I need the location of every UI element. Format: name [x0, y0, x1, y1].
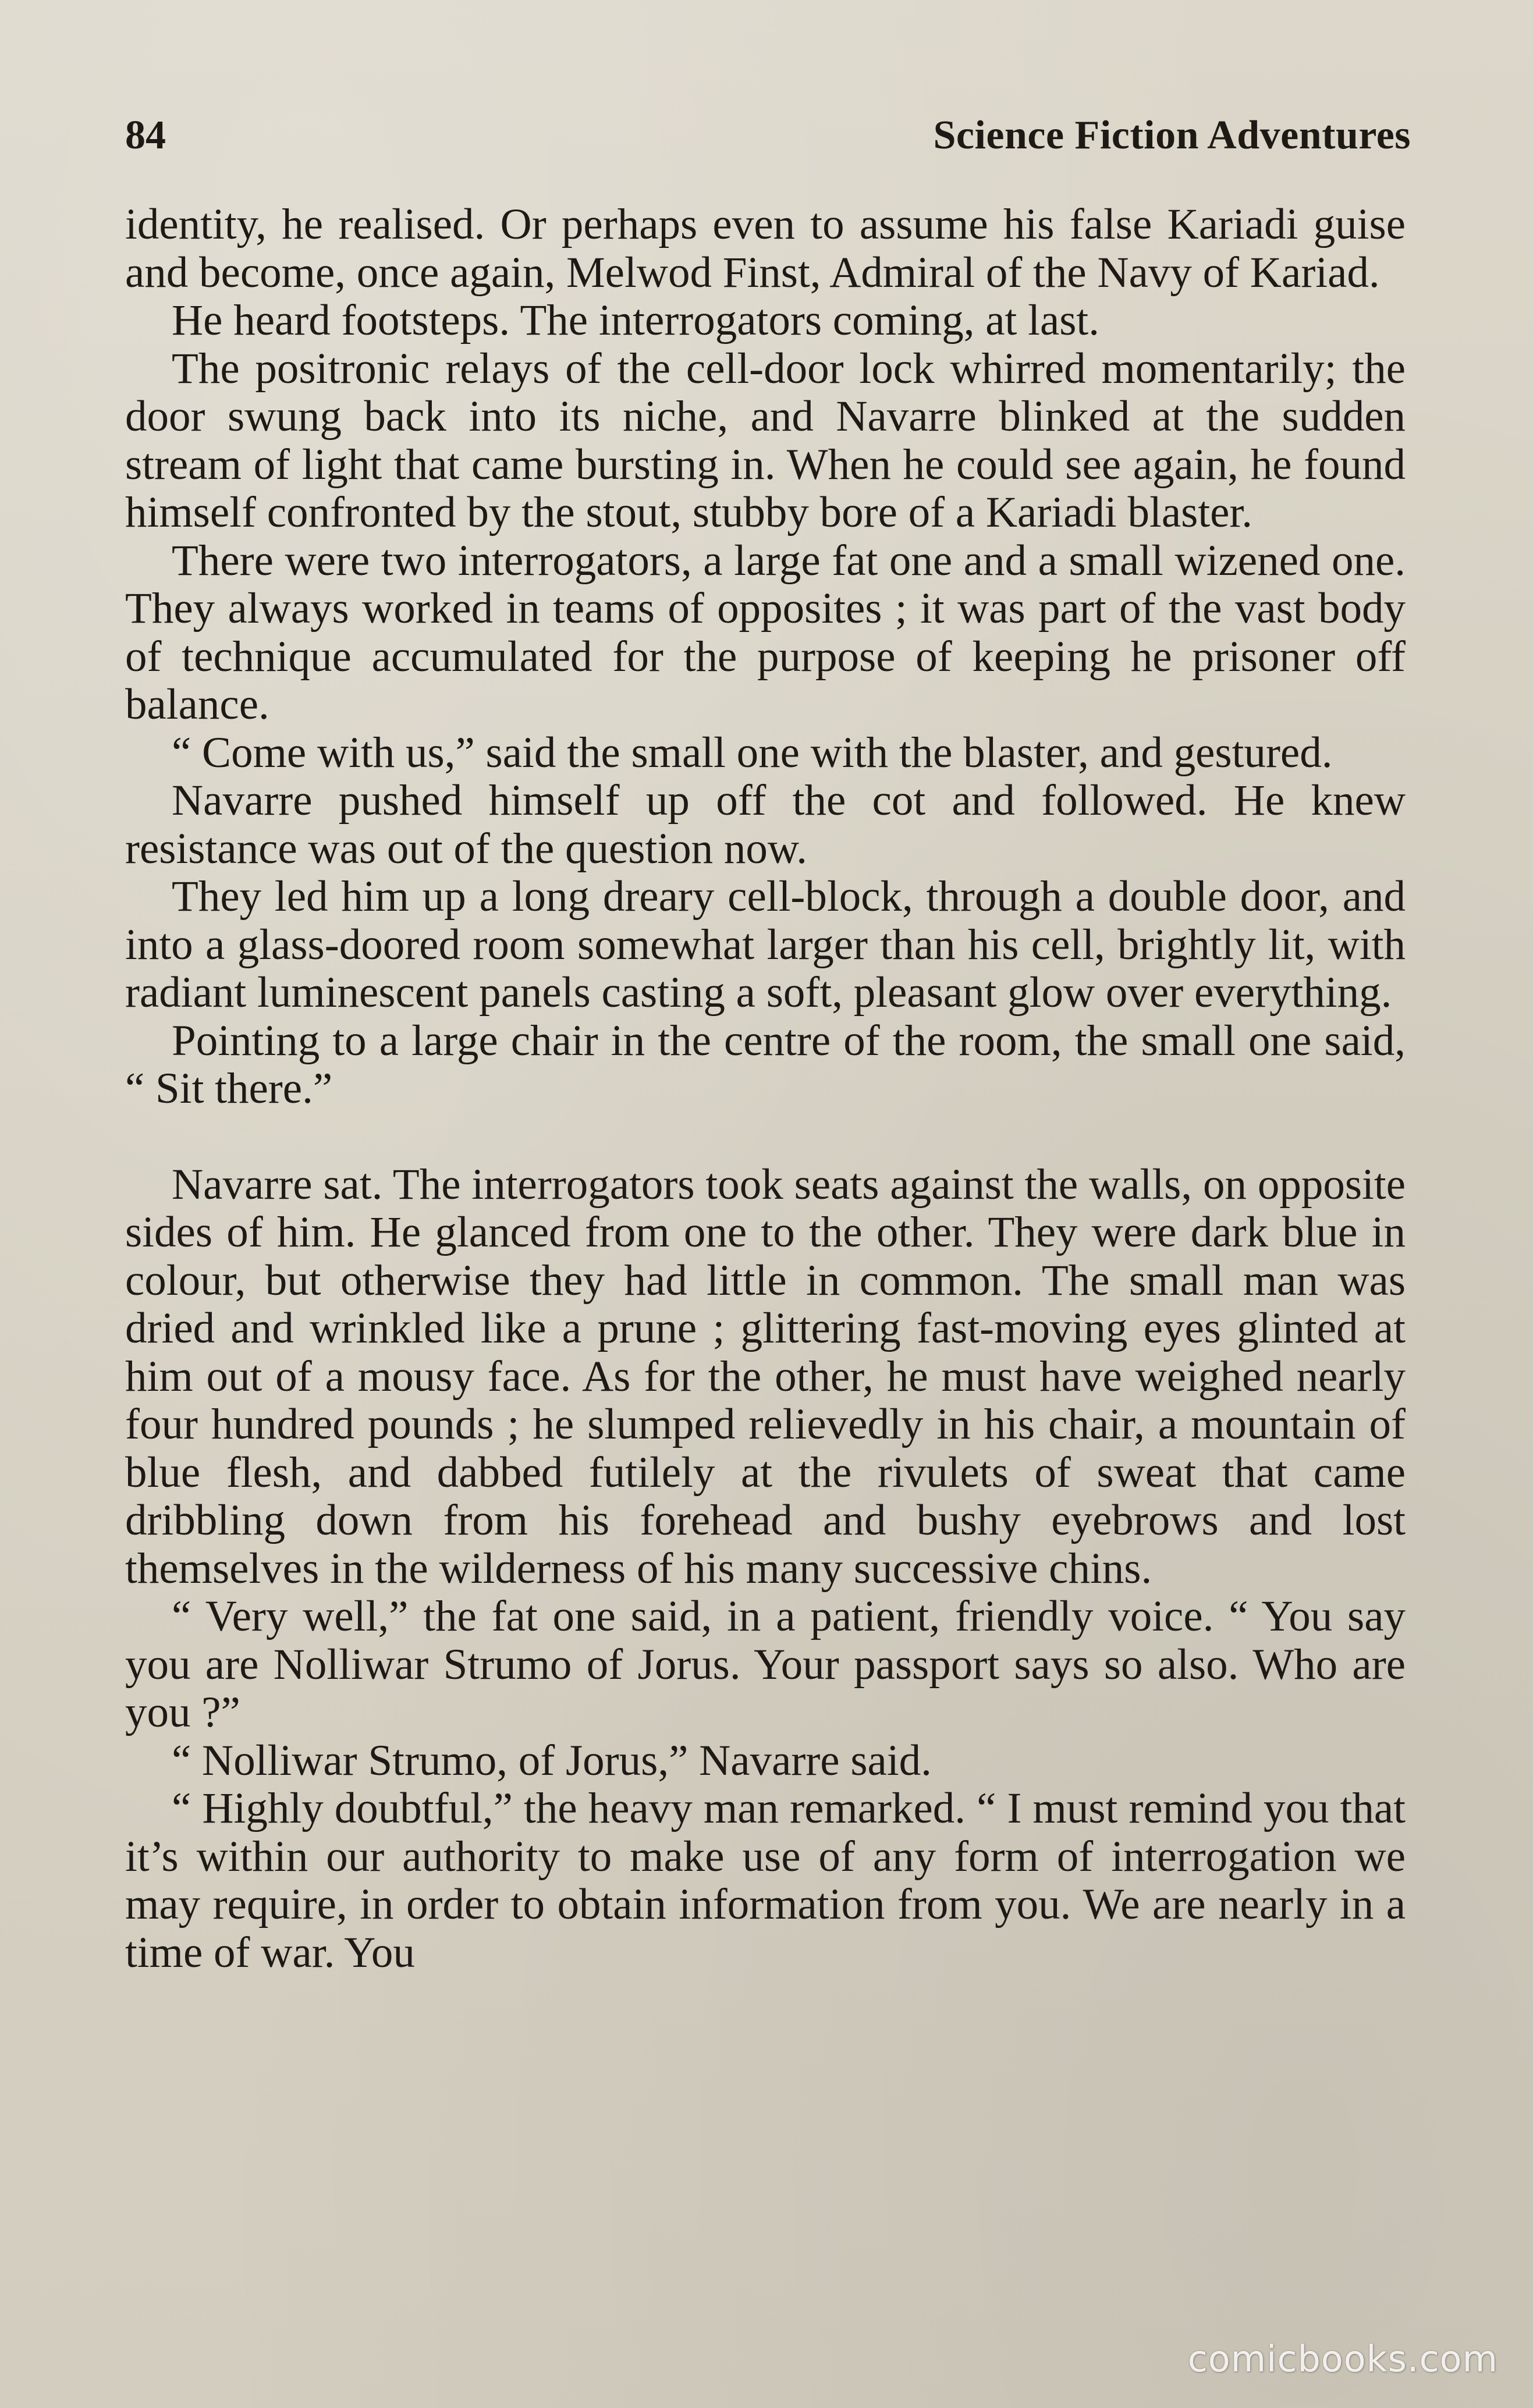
running-title: Science Fiction Adventures	[933, 113, 1411, 158]
paragraph: There were two interrogators, a large fat one and a small wizened one. They always worked in teams of opposites ; it was part of the vast body of technique accumulated for the purpose of keeping he prisoner off balance.	[125, 536, 1406, 729]
paragraph: Pointing to a large chair in the centre of the room, the small one said, “ Sit there.”	[125, 1016, 1406, 1113]
paragraph: He heard footsteps. The interrogators coming, at last.	[172, 296, 1100, 344]
paragraph: Navarre pushed himself up off the cot and followed. He knew resistance was out of the question now.	[125, 776, 1406, 873]
page-number: 84	[125, 113, 166, 158]
body-text	[125, 201, 1406, 1977]
paragraph: “ Highly doubtful,” the heavy man remarked. “ I must remind you that it’s within our authority to make use of any form of interrogation we may require, in order to obtain information from you. We are nearly in a time of war. You	[125, 1784, 1406, 1977]
paragraph: “ Nolliwar Strumo, of Jorus,” Navarre said.	[172, 1736, 932, 1785]
paragraph: The positronic relays of the cell-door lock whirred momentarily; the door swung back into its niche, and Navarre blinked at the sudden stream of light that came bursting in. When he could see again, he found himself confronted by the stout, stubby bore of a Kariadi blaster.	[125, 344, 1406, 537]
section-break	[125, 1113, 1406, 1161]
paragraph: “ Come with us,” said the small one with the blaster, and gestured.	[172, 728, 1333, 777]
paragraph: They led him up a long dreary cell-block, through a double door, and into a glass-doored room somewhat larger than his cell, brightly lit, with radiant luminescent panels casting a soft, pleasant glow over everything.	[125, 872, 1406, 1017]
paragraph: Navarre sat. The interrogators took seats against the walls, on opposite sides of him. He glanced from one to the other. They were dark blue in colour, but otherwise they had little in common. The small man was dried and wrinkled like a prune ; glittering fast-moving eyes glinted at him out of a mousy face. As for the other, he must have weighed nearly four hundred pounds ; he slumped relievedly in his chair, a mountain of blue flesh, and dabbed futilely at the rivulets of sweat that came dribbling down from his forehead and bushy eyebrows and lost themselves in the wilderness of his many successive chins.	[125, 1160, 1406, 1593]
paragraph-continuation: identity, he realised. Or perhaps even to assume his false Kariadi guise and become, once again, Melwod Finst, Admiral of the Navy of Kariad.	[125, 200, 1406, 297]
page-header	[125, 104, 1411, 168]
paragraph: “ Very well,” the fat one said, in a patient, friendly voice. “ You say you are Nolliwar Strumo of Jorus. Your passport says so also. Who are you ?”	[125, 1592, 1406, 1736]
watermark: comicbooks.com	[1187, 2338, 1498, 2380]
